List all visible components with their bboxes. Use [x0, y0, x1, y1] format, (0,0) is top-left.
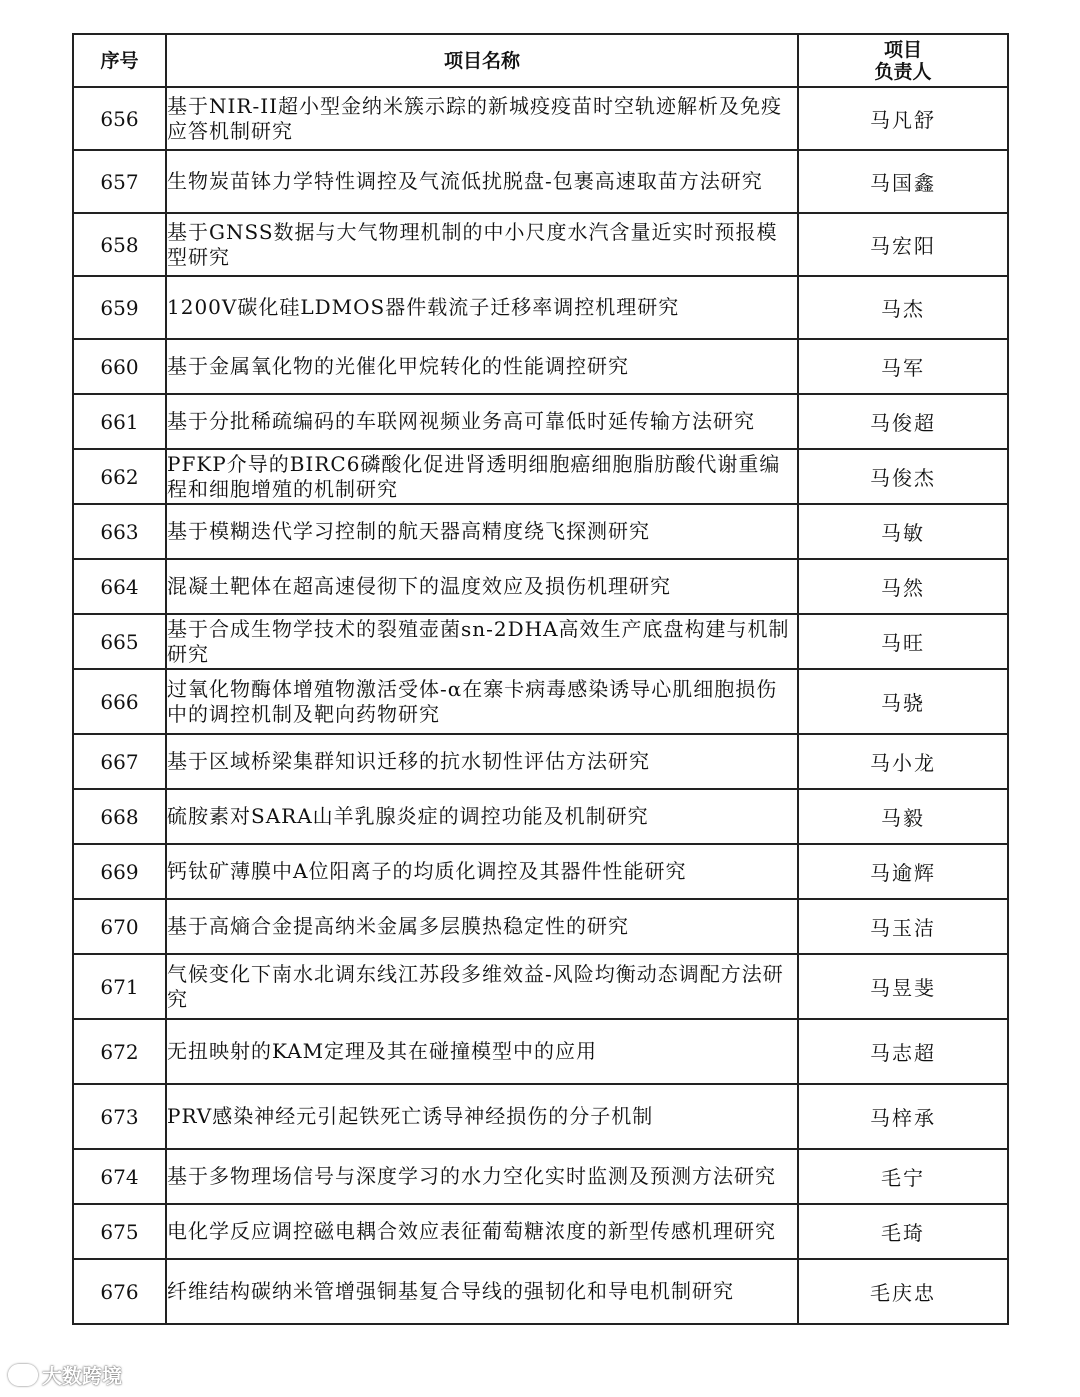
- row-index: 669: [73, 844, 166, 899]
- row-index: 665: [73, 614, 166, 669]
- row-project-name: 基于区域桥梁集群知识迁移的抗水韧性评估方法研究: [166, 734, 798, 789]
- table-row: [73, 734, 1008, 789]
- row-index: 656: [73, 87, 166, 150]
- table-row: [73, 150, 1008, 213]
- row-index: 673: [73, 1084, 166, 1149]
- row-leader: 马军: [798, 339, 1008, 394]
- row-index: 676: [73, 1259, 166, 1324]
- header-name: 项目名称: [166, 34, 798, 87]
- table-row: [73, 213, 1008, 276]
- row-leader: 马俊杰: [798, 449, 1008, 504]
- row-leader: 马毅: [798, 789, 1008, 844]
- watermark: [8, 1360, 122, 1389]
- row-leader: 马骁: [798, 669, 1008, 734]
- row-index: 674: [73, 1149, 166, 1204]
- row-index: 662: [73, 449, 166, 504]
- row-index: 666: [73, 669, 166, 734]
- table-row: [73, 789, 1008, 844]
- table-row: [73, 669, 1008, 734]
- row-index: 664: [73, 559, 166, 614]
- row-leader: 马小龙: [798, 734, 1008, 789]
- row-index: 660: [73, 339, 166, 394]
- row-project-name: 1200V碳化硅LDMOS器件载流子迁移率调控机理研究: [166, 276, 798, 339]
- row-project-name: 基于高熵合金提高纳米金属多层膜热稳定性的研究: [166, 899, 798, 954]
- row-leader: 毛琦: [798, 1204, 1008, 1259]
- table-row: [73, 339, 1008, 394]
- row-index: 675: [73, 1204, 166, 1259]
- row-leader: 毛庆忠: [798, 1259, 1008, 1324]
- table-row: [73, 559, 1008, 614]
- watermark-text: 大数跨境: [42, 1364, 122, 1388]
- row-index: 672: [73, 1019, 166, 1084]
- row-leader: 毛宁: [798, 1149, 1008, 1204]
- row-project-name: 钙钛矿薄膜中A位阳离子的均质化调控及其器件性能研究: [166, 844, 798, 899]
- header-leader: [798, 34, 1008, 87]
- row-index: 668: [73, 789, 166, 844]
- row-project-name: 基于多物理场信号与深度学习的水力空化实时监测及预测方法研究: [166, 1149, 798, 1204]
- table-row: [73, 954, 1008, 1019]
- row-project-name: 基于NIR-II超小型金纳米簇示踪的新城疫疫苗时空轨迹解析及免疫应答机制研究: [166, 87, 798, 150]
- table-row: [73, 87, 1008, 150]
- row-leader: 马梓承: [798, 1084, 1008, 1149]
- row-leader: 马然: [798, 559, 1008, 614]
- table-row: [73, 1149, 1008, 1204]
- table-row: [73, 1084, 1008, 1149]
- row-project-name: PFKP介导的BIRC6磷酸化促进肾透明细胞癌细胞脂肪酸代谢重编程和细胞增殖的机制研究: [166, 449, 798, 504]
- row-leader: 马宏阳: [798, 213, 1008, 276]
- row-leader: 马玉洁: [798, 899, 1008, 954]
- row-leader: 马凡舒: [798, 87, 1008, 150]
- table-row: [73, 614, 1008, 669]
- row-project-name: 混凝土靶体在超高速侵彻下的温度效应及损伤机理研究: [166, 559, 798, 614]
- row-project-name: PRV感染神经元引起铁死亡诱导神经损伤的分子机制: [166, 1084, 798, 1149]
- header-leader-line2: 负责人: [874, 60, 932, 83]
- row-project-name: 生物炭苗钵力学特性调控及气流低扰脱盘-包裹高速取苗方法研究: [166, 150, 798, 213]
- row-index: 661: [73, 394, 166, 449]
- row-leader: 马昱斐: [798, 954, 1008, 1019]
- row-project-name: 基于金属氧化物的光催化甲烷转化的性能调控研究: [166, 339, 798, 394]
- row-index: 663: [73, 504, 166, 559]
- table-row: [73, 899, 1008, 954]
- row-index: 667: [73, 734, 166, 789]
- row-index: 659: [73, 276, 166, 339]
- row-project-name: 气候变化下南水北调东线江苏段多维效益-风险均衡动态调配方法研究: [166, 954, 798, 1019]
- row-leader: 马杰: [798, 276, 1008, 339]
- row-project-name: 基于合成生物学技术的裂殖壶菌sn-2DHA高效生产底盘构建与机制研究: [166, 614, 798, 669]
- table-row: [73, 1204, 1008, 1259]
- header-row: [73, 34, 1008, 87]
- row-project-name: 纤维结构碳纳米管增强铜基复合导线的强韧化和导电机制研究: [166, 1259, 798, 1324]
- table-row: [73, 504, 1008, 559]
- table-row: [73, 276, 1008, 339]
- table-row: [73, 394, 1008, 449]
- row-leader: 马国鑫: [798, 150, 1008, 213]
- row-leader: 马俊超: [798, 394, 1008, 449]
- row-project-name: 基于分批稀疏编码的车联网视频业务高可靠低时延传输方法研究: [166, 394, 798, 449]
- row-project-name: 基于模糊迭代学习控制的航天器高精度绕飞探测研究: [166, 504, 798, 559]
- table-row: [73, 844, 1008, 899]
- watermark-logo-icon: [8, 1364, 38, 1386]
- row-leader: 马旺: [798, 614, 1008, 669]
- table-row: [73, 1019, 1008, 1084]
- row-index: 658: [73, 213, 166, 276]
- row-project-name: 无扭映射的KAM定理及其在碰撞模型中的应用: [166, 1019, 798, 1084]
- row-project-name: 基于GNSS数据与大气物理机制的中小尺度水汽含量近实时预报模型研究: [166, 213, 798, 276]
- header-index: 序号: [73, 34, 166, 87]
- row-project-name: 过氧化物酶体增殖物激活受体-α在寨卡病毒感染诱导心肌细胞损伤中的调控机制及靶向药物研究: [166, 669, 798, 734]
- row-index: 657: [73, 150, 166, 213]
- row-index: 671: [73, 954, 166, 1019]
- row-leader: 马逾辉: [798, 844, 1008, 899]
- header-leader-line1: 项目: [883, 38, 922, 61]
- row-project-name: 电化学反应调控磁电耦合效应表征葡萄糖浓度的新型传感机理研究: [166, 1204, 798, 1259]
- row-index: 670: [73, 899, 166, 954]
- table-row: [73, 449, 1008, 504]
- project-table: [72, 33, 1009, 1325]
- row-leader: 马敏: [798, 504, 1008, 559]
- row-leader: 马志超: [798, 1019, 1008, 1084]
- row-project-name: 硫胺素对SARA山羊乳腺炎症的调控功能及机制研究: [166, 789, 798, 844]
- table-row: [73, 1259, 1008, 1324]
